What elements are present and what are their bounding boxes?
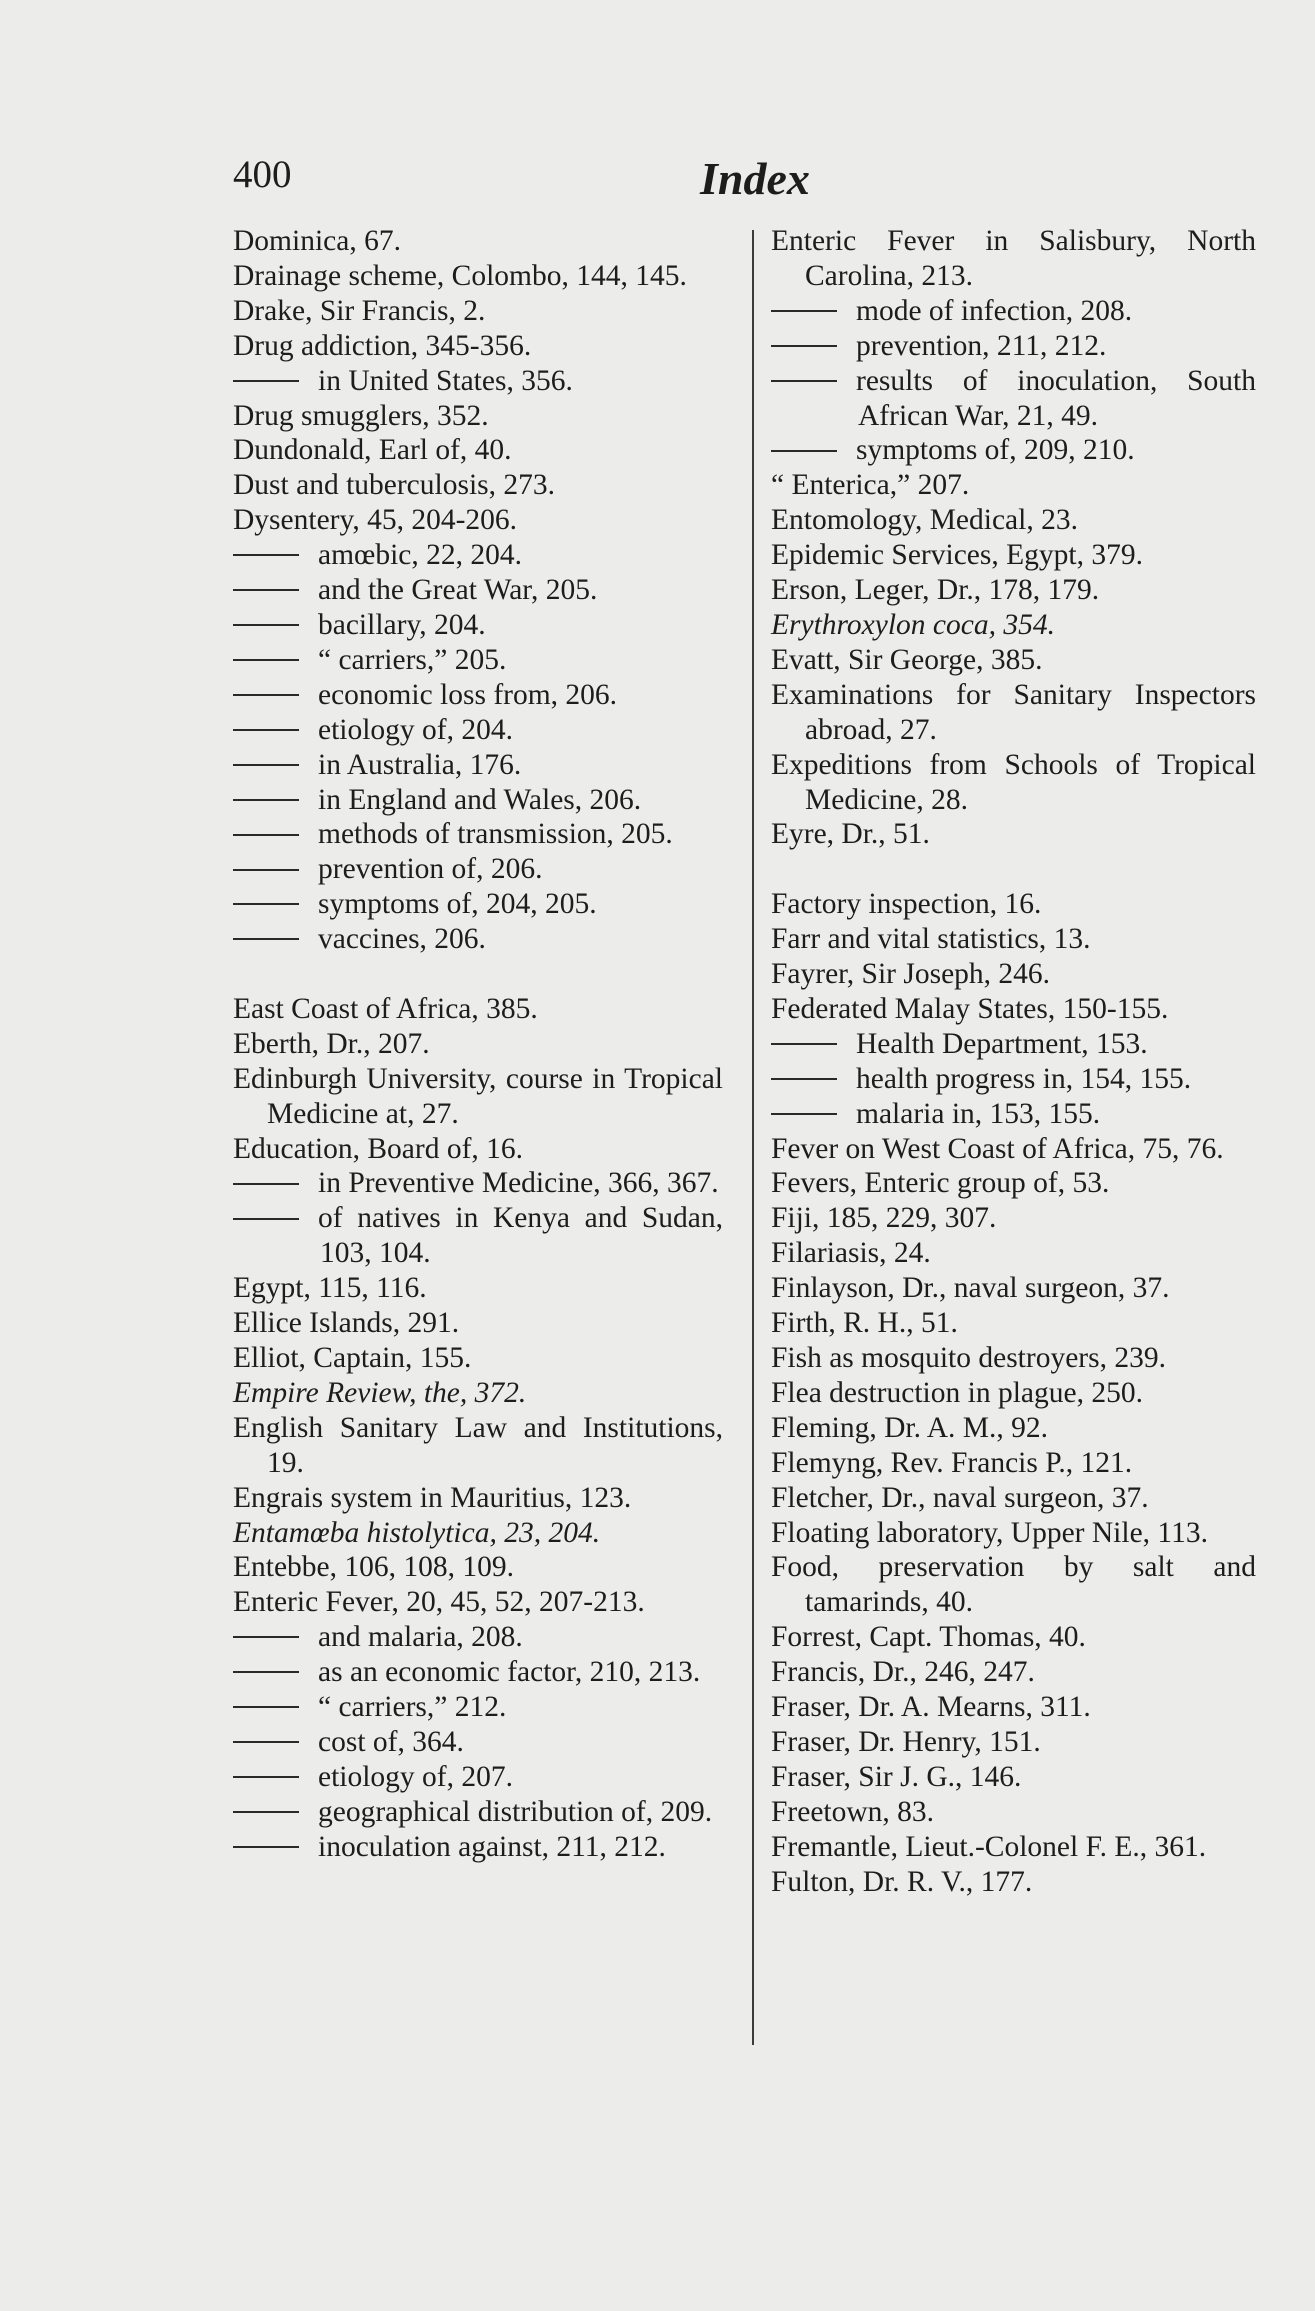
repeat-dash [233, 1776, 299, 1778]
subentry-text: and malaria, 208. [318, 1621, 523, 1654]
subentry-text: methods of transmission, 205. [318, 818, 673, 851]
index-entry: Education, Board of, 16. [233, 1132, 524, 1165]
index-entry: Fraser, Dr. Henry, 151. [771, 1725, 1041, 1758]
subentry-text: Health Department, 153. [856, 1027, 1148, 1060]
subentry-text: in Australia, 176. [318, 748, 522, 781]
repeat-dash [233, 380, 299, 382]
index-entry: Francis, Dr., 246, 247. [771, 1656, 1035, 1689]
repeat-dash [233, 1811, 299, 1813]
index-entry: Fever on West Coast of Africa, 75, 76. [771, 1132, 1224, 1165]
repeat-dash [233, 1706, 299, 1708]
index-subentry [233, 1830, 723, 1865]
index-column-left [233, 224, 723, 1865]
subentry-text: amœbic, 22, 204. [318, 539, 523, 572]
repeat-dash [771, 1113, 837, 1115]
subentry-text: etiology of, 204. [318, 713, 514, 746]
index-entry: Erythroxylon coca, 354. [771, 608, 1055, 641]
index-entry: Forrest, Capt. Thomas, 40. [771, 1621, 1086, 1654]
index-column-right [771, 224, 1256, 1899]
column-divider [752, 230, 754, 2045]
index-subentry [771, 1027, 1256, 1062]
subentry-text: in United States, 356. [318, 364, 573, 397]
index-subentry [233, 783, 723, 818]
index-entry: Flea destruction in plague, 250. [771, 1376, 1143, 1409]
index-entry: Eyre, Dr., 51. [771, 818, 930, 851]
index-entry: English Sanitary Law and Institutions, 19. [233, 1411, 723, 1479]
index-subentry [233, 748, 723, 783]
index-entry: Egypt, 115, 116. [233, 1272, 427, 1305]
index-entry: Engrais system in Mauritius, 123. [233, 1481, 632, 1514]
index-subentry [233, 1760, 723, 1795]
repeat-dash [233, 1183, 299, 1185]
index-entry: Farr and vital statistics, 13. [771, 923, 1091, 956]
index-entry: Finlayson, Dr., naval surgeon, 37. [771, 1272, 1170, 1305]
index-subentry [233, 713, 723, 748]
repeat-dash [233, 903, 299, 905]
subentry-text: health progress in, 154, 155. [856, 1062, 1192, 1095]
index-entry: Evatt, Sir George, 385. [771, 643, 1043, 676]
index-entry: Fraser, Sir J. G., 146. [771, 1760, 1022, 1793]
repeat-dash [233, 1636, 299, 1638]
index-subentry [233, 1725, 723, 1760]
subentry-text: etiology of, 207. [318, 1760, 514, 1793]
subentry-text: in England and Wales, 206. [318, 783, 642, 816]
repeat-dash [233, 624, 299, 626]
index-subentry [771, 294, 1256, 329]
subentry-text: symptoms of, 204, 205. [318, 888, 597, 921]
page-title: Index [700, 153, 810, 204]
section-gap [233, 957, 723, 992]
subentry-text: as an economic factor, 210, 213. [318, 1656, 701, 1689]
index-entry: Drake, Sir Francis, 2. [233, 294, 486, 327]
index-entry: Fayrer, Sir Joseph, 246. [771, 958, 1051, 991]
index-entry: Dundonald, Earl of, 40. [233, 434, 512, 467]
index-entry: Entebbe, 106, 108, 109. [233, 1551, 515, 1584]
index-entry: Entamœba histolytica, 23, 204. [233, 1516, 601, 1549]
index-entry: Fleming, Dr. A. M., 92. [771, 1411, 1048, 1444]
repeat-dash [771, 345, 837, 347]
index-entry: Dysentery, 45, 204-206. [233, 504, 518, 537]
index-entry: Fulton, Dr. R. V., 177. [771, 1865, 1033, 1898]
index-subentry [233, 922, 723, 957]
index-subentry [771, 433, 1256, 468]
index-entry: Eberth, Dr., 207. [233, 1027, 430, 1060]
repeat-dash [771, 1043, 837, 1045]
index-subentry [233, 573, 723, 608]
index-entry: Freetown, 83. [771, 1795, 935, 1828]
repeat-dash [233, 938, 299, 940]
repeat-dash [233, 589, 299, 591]
index-entry: East Coast of Africa, 385. [233, 992, 538, 1025]
index-entry: Drug addiction, 345-356. [233, 329, 532, 362]
index-subentry [233, 364, 723, 399]
index-entry: Entomology, Medical, 23. [771, 504, 1078, 537]
index-entry: Dust and tuberculosis, 273. [233, 469, 556, 502]
index-entry: Flemyng, Rev. Francis P., 121. [771, 1446, 1133, 1479]
index-subentry [233, 1201, 723, 1271]
subentry-text: mode of infection, 208. [856, 294, 1133, 327]
index-subentry [233, 817, 723, 852]
index-subentry [233, 538, 723, 573]
subentry-text: cost of, 364. [318, 1725, 464, 1758]
repeat-dash [233, 834, 299, 836]
subentry-text: bacillary, 204. [318, 608, 486, 641]
index-entry: Edinburgh University, course in Tropical Medicine at, 27. [233, 1062, 723, 1130]
index-entry: Fevers, Enteric group of, 53. [771, 1167, 1110, 1200]
repeat-dash [233, 764, 299, 766]
index-entry: Examinations for Sanitary Inspectors abroad, 27. [771, 678, 1256, 746]
index-subentry [233, 608, 723, 643]
repeat-dash [771, 380, 837, 382]
index-entry: Fraser, Dr. A. Mearns, 311. [771, 1691, 1091, 1724]
index-entry: Drainage scheme, Colombo, 144, 145. [233, 259, 687, 292]
index-subentry [771, 1062, 1256, 1097]
subentry-text: prevention, 211, 212. [856, 329, 1107, 362]
repeat-dash [233, 1741, 299, 1743]
index-subentry [233, 1166, 723, 1201]
subentry-text: in Preventive Medicine, 366, 367. [318, 1167, 719, 1200]
index-subentry [233, 887, 723, 922]
subentry-text: prevention of, 206. [318, 853, 543, 886]
subentry-text: results of inoculation, South African War, 21, 49. [856, 364, 1256, 432]
index-entry: Food, preservation by salt and tamarinds, 40. [771, 1551, 1256, 1619]
subentry-text: economic loss from, 206. [318, 678, 618, 711]
subentry-text: malaria in, 153, 155. [856, 1097, 1101, 1130]
repeat-dash [233, 1218, 299, 1220]
subentry-text: inoculation against, 211, 212. [318, 1830, 666, 1863]
page-header [233, 152, 1133, 208]
index-entry: Fish as mosquito destroyers, 239. [771, 1341, 1166, 1374]
repeat-dash [233, 659, 299, 661]
index-entry: Fiji, 185, 229, 307. [771, 1202, 997, 1235]
repeat-dash [233, 799, 299, 801]
repeat-dash [771, 310, 837, 312]
subentry-text: geographical distribution of, 209. [318, 1795, 713, 1828]
index-entry: Fremantle, Lieut.-Colonel F. E., 361. [771, 1830, 1207, 1863]
repeat-dash [771, 450, 837, 452]
page-number: 400 [233, 153, 292, 196]
index-entry: Ellice Islands, 291. [233, 1307, 460, 1340]
index-subentry [233, 852, 723, 887]
index-entry: Factory inspection, 16. [771, 888, 1042, 921]
repeat-dash [233, 729, 299, 731]
index-entry: Federated Malay States, 150-155. [771, 992, 1169, 1025]
repeat-dash [233, 694, 299, 696]
index-subentry [771, 329, 1256, 364]
subentry-text: “ carriers,” 205. [318, 643, 507, 676]
index-entry: Firth, R. H., 51. [771, 1307, 958, 1340]
index-subentry [233, 643, 723, 678]
index-entry: Epidemic Services, Egypt, 379. [771, 539, 1143, 572]
index-entry: Enteric Fever in Salisbury, North Carolina, 213. [771, 225, 1256, 292]
section-gap [771, 852, 1256, 887]
index-entry: Expeditions from Schools of Tropical Medicine, 28. [771, 748, 1256, 816]
index-subentry [233, 1690, 723, 1725]
index-entry: Erson, Leger, Dr., 178, 179. [771, 574, 1100, 607]
index-entry: Elliot, Captain, 155. [233, 1341, 472, 1374]
repeat-dash [233, 869, 299, 871]
index-entry: Floating laboratory, Upper Nile, 113. [771, 1516, 1208, 1549]
index-entry: “ Enterica,” 207. [771, 469, 970, 502]
subentry-text: and the Great War, 205. [318, 574, 598, 607]
repeat-dash [233, 554, 299, 556]
subentry-text: symptoms of, 209, 210. [856, 434, 1135, 467]
index-entry: Drug smugglers, 352. [233, 399, 489, 432]
subentry-text: of natives in Kenya and Sudan, 103, 104. [318, 1202, 723, 1270]
index-subentry [771, 1097, 1256, 1132]
index-entry: Enteric Fever, 20, 45, 52, 207-213. [233, 1586, 645, 1619]
index-subentry [233, 678, 723, 713]
index-entry: Dominica, 67. [233, 225, 401, 257]
repeat-dash [771, 1078, 837, 1080]
subentry-text: vaccines, 206. [318, 923, 486, 956]
index-subentry [233, 1620, 723, 1655]
repeat-dash [233, 1671, 299, 1673]
repeat-dash [233, 1846, 299, 1848]
index-subentry [233, 1655, 723, 1690]
subentry-text: “ carriers,” 212. [318, 1691, 507, 1724]
index-entry: Fletcher, Dr., naval surgeon, 37. [771, 1481, 1149, 1514]
index-subentry [771, 364, 1256, 434]
index-subentry [233, 1795, 723, 1830]
index-entry: Filariasis, 24. [771, 1237, 931, 1270]
index-entry: Empire Review, the, 372. [233, 1376, 527, 1409]
